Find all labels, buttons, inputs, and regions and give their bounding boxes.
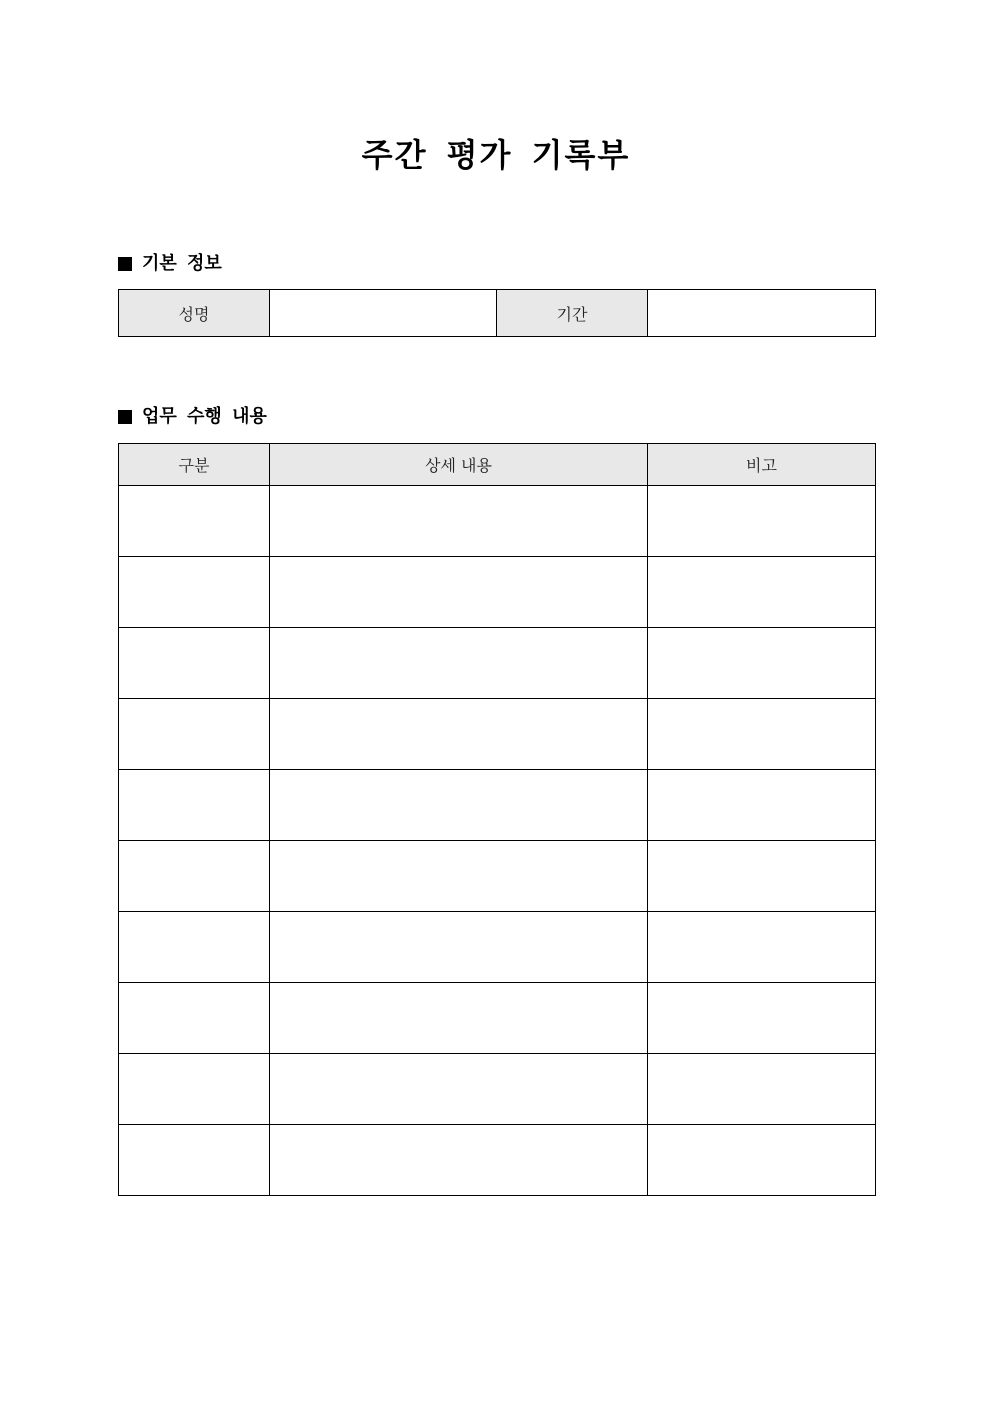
details-cell[interactable] (270, 841, 648, 912)
category-cell[interactable] (119, 770, 270, 841)
table-row (119, 841, 876, 912)
name-label: 성명 (119, 290, 270, 337)
category-cell[interactable] (119, 486, 270, 557)
remarks-cell[interactable] (648, 983, 876, 1054)
column-header-category: 구분 (119, 444, 270, 486)
category-cell[interactable] (119, 699, 270, 770)
details-cell[interactable] (270, 770, 648, 841)
tasks-table (118, 443, 876, 1196)
table-header-row (119, 444, 876, 486)
details-cell[interactable] (270, 912, 648, 983)
details-cell[interactable] (270, 557, 648, 628)
category-cell[interactable] (119, 983, 270, 1054)
table-row (119, 1125, 876, 1196)
remarks-cell[interactable] (648, 628, 876, 699)
section-heading-basic-info (118, 252, 222, 276)
remarks-cell[interactable] (648, 486, 876, 557)
period-label: 기간 (497, 290, 648, 337)
table-row (119, 557, 876, 628)
section-heading-text: 업무 수행 내용 (142, 406, 267, 427)
table-row (119, 983, 876, 1054)
remarks-cell[interactable] (648, 770, 876, 841)
category-cell[interactable] (119, 1125, 270, 1196)
details-cell[interactable] (270, 983, 648, 1054)
remarks-cell[interactable] (648, 557, 876, 628)
table-row (119, 770, 876, 841)
remarks-cell[interactable] (648, 841, 876, 912)
table-row (119, 912, 876, 983)
name-field[interactable] (270, 290, 497, 337)
category-cell[interactable] (119, 1054, 270, 1125)
category-cell[interactable] (119, 557, 270, 628)
details-cell[interactable] (270, 699, 648, 770)
square-bullet-icon (118, 257, 132, 271)
section-heading-tasks (118, 405, 267, 429)
column-header-remarks: 비고 (648, 444, 876, 486)
details-cell[interactable] (270, 1125, 648, 1196)
details-cell[interactable] (270, 486, 648, 557)
page-title: 주간 평가 기록부 (361, 136, 631, 174)
table-row (119, 486, 876, 557)
table-row (119, 628, 876, 699)
category-cell[interactable] (119, 628, 270, 699)
remarks-cell[interactable] (648, 699, 876, 770)
remarks-cell[interactable] (648, 1054, 876, 1125)
details-cell[interactable] (270, 1054, 648, 1125)
period-field[interactable] (648, 290, 876, 337)
table-row (119, 699, 876, 770)
basic-info-table (118, 289, 876, 337)
category-cell[interactable] (119, 912, 270, 983)
square-bullet-icon (118, 410, 132, 424)
column-header-details: 상세 내용 (270, 444, 648, 486)
basic-info-row (119, 290, 876, 337)
remarks-cell[interactable] (648, 1125, 876, 1196)
table-row (119, 1054, 876, 1125)
section-heading-text: 기본 정보 (142, 253, 222, 274)
category-cell[interactable] (119, 841, 270, 912)
details-cell[interactable] (270, 628, 648, 699)
remarks-cell[interactable] (648, 912, 876, 983)
